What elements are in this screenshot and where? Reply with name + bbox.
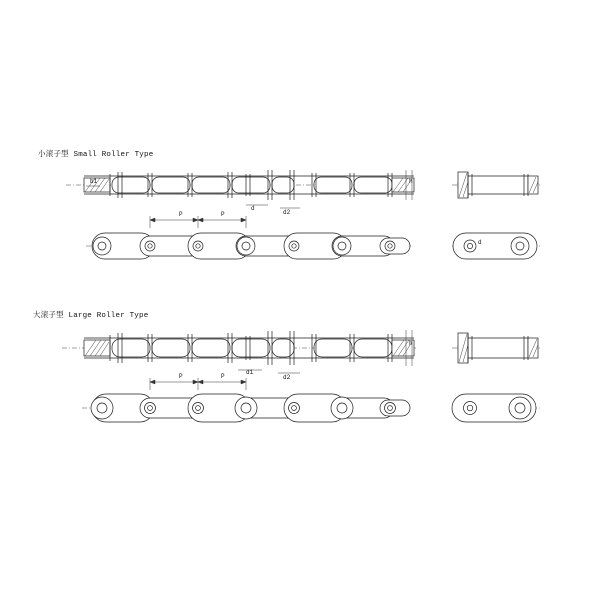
large-roller-side-elevation (62, 330, 416, 366)
large-roller-plan-view (82, 378, 412, 422)
large-roller-link-elevation (452, 333, 542, 363)
small-roller-side-elevation (66, 170, 416, 200)
small-roller-plan-view (86, 216, 412, 259)
large-roller-pitch-label-2: P (221, 373, 225, 380)
small-roller-type-caption: 小滚子型 Small Roller Type (38, 151, 154, 159)
small-roller-d1-label: d (251, 205, 255, 212)
small-roller-link-d-label: d (478, 239, 482, 246)
large-roller-h-label: h (409, 340, 413, 347)
small-roller-link-elevation (452, 172, 542, 198)
small-roller-link-plan (452, 233, 542, 259)
small-roller-h-label: h (409, 178, 413, 185)
small-roller-d2-label: d2 (283, 209, 291, 216)
large-roller-type-caption: 大滚子型 Large Roller Type (33, 312, 149, 320)
small-roller-pitch-label-2: P (221, 211, 225, 218)
large-roller-d2-label: d2 (283, 374, 291, 381)
small-roller-pitch-label-1: P (179, 211, 183, 218)
small-roller-b1-label: b1 (90, 178, 98, 185)
large-roller-d1-label: d1 (246, 369, 254, 376)
large-roller-link-plan (452, 394, 542, 422)
large-roller-pitch-label-1: P (179, 373, 183, 380)
